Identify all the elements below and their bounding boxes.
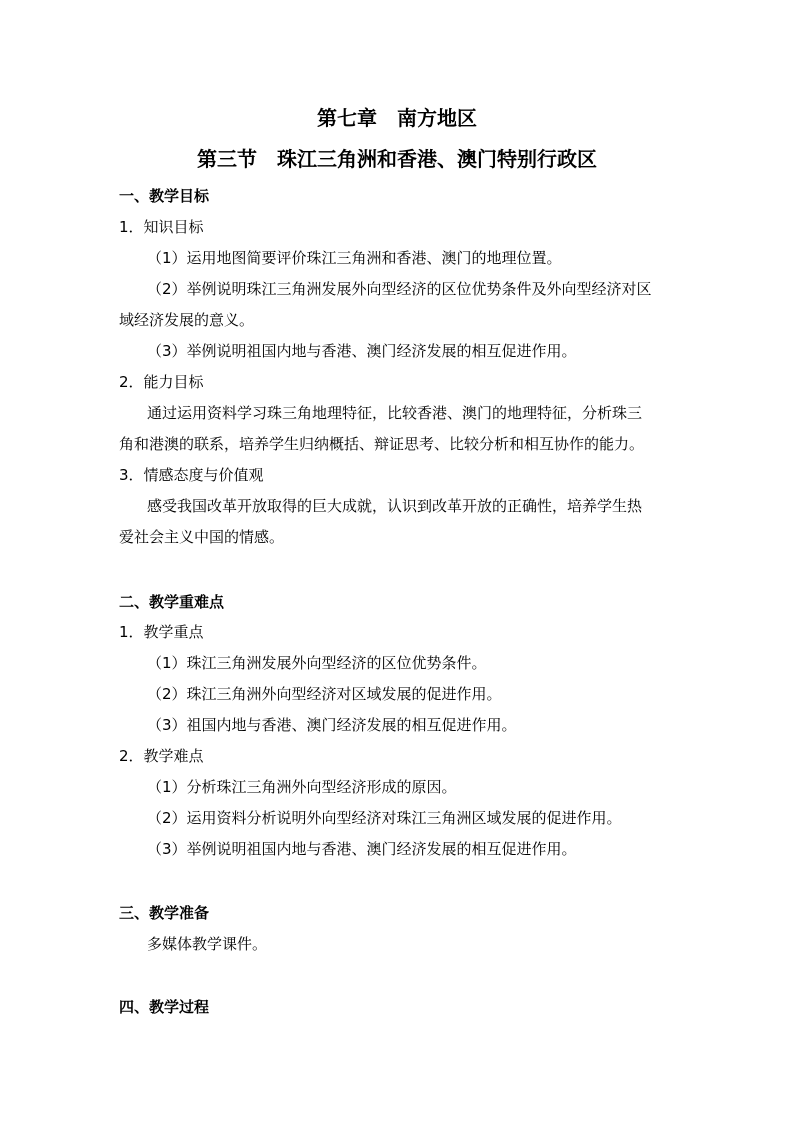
paragraph-line: 通过运用资料学习珠三角地理特征，比较香港、澳门的地理特征，分析珠三 — [147, 404, 643, 422]
list-item: （3）举例说明祖国内地与香港、澳门经济发展的相互促进作用。 — [147, 342, 577, 360]
subsection-label-ability: 2．能力目标 — [119, 373, 204, 391]
list-item-continuation: 域经济发展的意义。 — [119, 311, 255, 329]
chapter-title: 第七章 南方地区 — [317, 106, 477, 130]
list-item: （2）举例说明珠江三角洲发展外向型经济的区位优势条件及外向型经济对区 — [147, 280, 652, 298]
list-item: （1）分析珠江三角洲外向型经济形成的原因。 — [147, 778, 457, 796]
list-item: （1）运用地图简要评价珠江三角洲和香港、澳门的地理位置。 — [147, 249, 562, 267]
section-heading-preparation: 三、教学准备 — [119, 904, 210, 922]
list-item: （2）珠江三角洲外向型经济对区域发展的促进作用。 — [147, 685, 502, 703]
section-heading-key-points: 二、教学重难点 — [119, 593, 225, 611]
paragraph-line: 感受我国改革开放取得的巨大成就，认识到改革开放的正确性，培养学生热 — [147, 497, 643, 515]
subsection-label-difficult: 2．教学难点 — [119, 747, 204, 765]
list-item: （1）珠江三角洲发展外向型经济的区位优势条件。 — [147, 654, 487, 672]
subsection-label-values: 3．情感态度与价值观 — [119, 466, 264, 484]
list-item: （3）祖国内地与香港、澳门经济发展的相互促进作用。 — [147, 716, 517, 734]
paragraph-line: 爱社会主义中国的情感。 — [119, 528, 285, 546]
list-item: （3）举例说明祖国内地与香港、澳门经济发展的相互促进作用。 — [147, 840, 577, 858]
list-item: （2）运用资料分析说明外向型经济对珠江三角洲区域发展的促进作用。 — [147, 809, 622, 827]
paragraph-line: 角和港澳的联系，培养学生归纳概括、辩证思考、比较分析和相互协作的能力。 — [119, 435, 645, 453]
section-heading-process: 四、教学过程 — [119, 998, 210, 1016]
subsection-label-key: 1．教学重点 — [119, 623, 204, 641]
section-heading-objectives: 一、教学目标 — [119, 187, 210, 205]
subsection-label-knowledge: 1．知识目标 — [119, 218, 204, 236]
paragraph-line: 多媒体教学课件。 — [147, 935, 268, 953]
section-title: 第三节 珠江三角洲和香港、澳门特别行政区 — [197, 147, 597, 171]
